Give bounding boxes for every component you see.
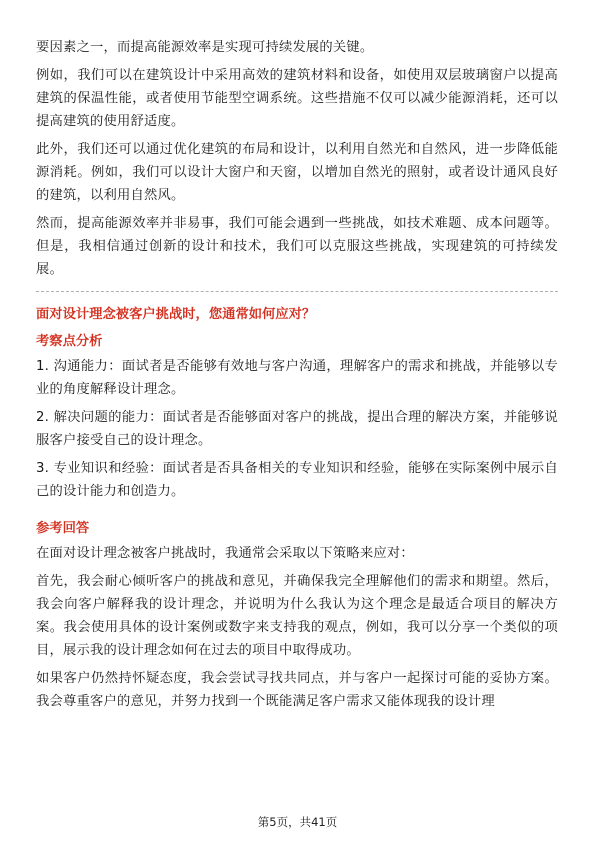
page-number: 第5页，共41页 — [257, 815, 338, 829]
answer-paragraph: 首先，我会耐心倾听客户的挑战和意见，并确保我完全理解他们的需求和期望。然后，我会向客户解释我的设计理念，并说明为什么我认为这个理念是最适合项目的解决方案。我会使用具体的设计案例或数字来支持我的观点，例如，我可以分享一个类似的项目，展示我的设计理念如何在过去的项目中取得成功。 — [36, 574, 558, 658]
interview-question: 面对设计理念被客户挑战时，您通常如何应对？ — [36, 307, 316, 322]
intro-paragraph: 例如，我们可以在建筑设计中采用高效的建筑材料和设备，如使用双层玻璃窗户以提高建筑的保温性能，或者使用节能型空调系统。这些措施不仅可以减少能源消耗，还可以提高建筑的使用舒适度。 — [36, 68, 558, 129]
answer-paragraph: 在面对设计理念被客户挑战时，我通常会采取以下策略来应对： — [36, 546, 414, 561]
analysis-heading: 考察点分析 — [36, 334, 103, 349]
answer-heading: 参考回答 — [36, 521, 90, 536]
section-divider — [36, 291, 558, 292]
analysis-point: 1. 沟通能力：面试者是否能够有效地与客户沟通，理解客户的需求和挑战，并能够以专业的角度解释设计理念。 — [36, 359, 558, 397]
document-page — [36, 36, 558, 718]
answer-paragraph: 如果客户仍然持怀疑态度，我会尝试寻找共同点，并与客户一起探讨可能的妥协方案。我会尊重客户的意见，并努力找到一个既能满足客户需求又能体现我的设计理 — [36, 671, 558, 709]
intro-paragraph: 此外，我们还可以通过优化建筑的布局和设计，以利用自然光和自然风，进一步降低能源消耗。例如，我们可以设计大窗户和天窗，以增加自然光的照射，或者设计通风良好的建筑，以利用自然风。 — [36, 142, 558, 203]
analysis-point: 3. 专业知识和经验：面试者是否具备相关的专业知识和经验，能够在实际案例中展示自己的设计能力和创造力。 — [36, 461, 558, 499]
intro-paragraph: 然而，提高能源效率并非易事，我们可能会遇到一些挑战，如技术难题、成本问题等。但是，我相信通过创新的设计和技术，我们可以克服这些挑战，实现建筑的可持续发展。 — [36, 216, 558, 277]
intro-paragraph: 要因素之一，而提高能源效率是实现可持续发展的关键。 — [36, 40, 374, 55]
analysis-point: 2. 解决问题的能力：面试者是否能够面对客户的挑战，提出合理的解决方案，并能够说服客户接受自己的设计理念。 — [36, 410, 558, 448]
